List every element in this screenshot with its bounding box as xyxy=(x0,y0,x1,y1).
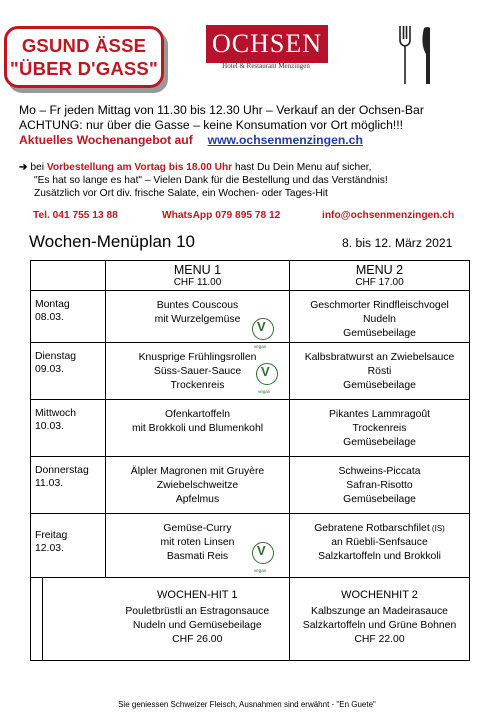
menu-1-dish xyxy=(106,400,290,457)
day-name: Montag xyxy=(35,299,70,310)
day-cell xyxy=(31,343,106,400)
day-date: 10.03. xyxy=(35,421,64,432)
dish-line: Schweins-Piccata xyxy=(338,466,421,477)
menu-1-dish xyxy=(106,514,290,578)
dish-line: Gemüsebeilage xyxy=(343,494,416,505)
dish-line: Zwiebelschweitze xyxy=(156,480,239,491)
vegan-mark: V xyxy=(261,364,270,379)
vegan-icon xyxy=(256,363,278,394)
arrow-icon: ➔ xyxy=(19,162,28,173)
header-empty-cell xyxy=(31,261,106,291)
dish-name: Gebratene Rotbarschfilet xyxy=(314,523,430,534)
dish-line: Rösti xyxy=(367,366,392,377)
email-address: info@ochsenmenzingen.ch xyxy=(322,210,455,221)
menu-2-price: CHF 17.00 xyxy=(355,276,404,288)
dish-line: Nudeln xyxy=(363,314,396,325)
origin-tag: (IS) xyxy=(429,524,445,533)
dish-line: Gemüsebeilage xyxy=(343,328,416,339)
dish-line: Kalbsbratwurst an Zwiebelsauce xyxy=(304,352,455,363)
hit-line: Nudeln und Gemüsebeilage xyxy=(132,620,262,631)
plan-dates: 8. bis 12. März 2021 xyxy=(342,236,453,250)
preorder-deadline: Vorbestellung am Vortag bis 18.00 Uhr xyxy=(46,162,233,173)
dish-line: Gemüsebeilage xyxy=(343,437,416,448)
dish-line: Safran-Risotto xyxy=(346,480,413,491)
stock-notice: "Es hat so lange es hat" – Vielen Dank für die Bestellung und das Verständnis! xyxy=(34,175,388,186)
menu-1-price: CHF 11.00 xyxy=(173,276,222,288)
dish-line: Ofenkartoffeln xyxy=(164,409,231,420)
hit-line: Pouletbrüstli an Estragonsauce xyxy=(125,606,270,617)
menu-1-name: MENU 1 xyxy=(173,262,222,277)
dish-line: Süss-Sauer-Sauce xyxy=(153,366,242,377)
menu-2-dish xyxy=(290,343,470,400)
day-name: Dienstag xyxy=(35,351,77,362)
vegan-icon xyxy=(252,318,274,349)
dish-line: Apfelmus xyxy=(175,494,220,505)
logo-subtitle: Hotel & Restaurant Menzingen xyxy=(222,62,310,70)
hit-price: CHF 26.00 xyxy=(172,634,223,645)
badge-line-2: "ÜBER D'GASS" xyxy=(10,58,158,79)
opening-hours: Mo – Fr jeden Mittag von 11.30 bis 12.30 Uhr – Verkauf an der Ochsen-Bar xyxy=(19,103,424,117)
plan-title: Wochen-Menüplan 10 xyxy=(29,232,196,251)
whatsapp-number: WhatsApp 079 895 78 12 xyxy=(162,210,281,221)
hit-price: CHF 22.00 xyxy=(354,634,405,645)
menu-2-header xyxy=(290,261,470,291)
logo-name: OCHSEN xyxy=(211,29,322,58)
extra-notice: Zusätzlich vor Ort div. frische Salate, ein Wochen- oder Tages-Hit xyxy=(34,188,328,199)
dish-line: mit roten Linsen xyxy=(160,537,235,548)
dish-line: Basmati Reis xyxy=(166,551,229,562)
hits-spacer-cell xyxy=(31,578,106,661)
day-date: 11.03. xyxy=(35,478,64,489)
dish-line: an Rüebli-Senfsauce xyxy=(331,537,428,548)
table-header-row xyxy=(31,261,470,291)
menu-2-dish xyxy=(290,514,470,578)
day-cell xyxy=(31,457,106,514)
weekly-offer-label: Aktuelles Wochenangebot auf xyxy=(19,133,193,147)
hit-line: Salzkartoffeln und Grüne Bohnen xyxy=(302,620,457,631)
gsund-aesse-badge xyxy=(4,26,164,88)
day-name: Donnerstag xyxy=(35,465,89,476)
menu-2-name: MENU 2 xyxy=(355,262,404,277)
preorder-a: bei xyxy=(30,162,47,173)
dish-line: Trockenreis xyxy=(352,423,407,434)
dish-line: Trockenreis xyxy=(170,380,225,391)
day-date: 09.03. xyxy=(35,364,64,375)
vegan-label: vegan xyxy=(258,389,271,394)
badge-line-1: GSUND ÄSSE xyxy=(21,35,147,56)
dish-line: mit Brokkoli und Blumenkohl xyxy=(131,423,264,434)
table-row xyxy=(31,291,470,343)
menu-1-header xyxy=(106,261,290,291)
menu-1-dish xyxy=(106,343,290,400)
hits-divider xyxy=(42,578,43,660)
menu-1-dish xyxy=(106,457,290,514)
phone-number: Tel. 041 755 13 88 xyxy=(33,210,118,221)
ochsen-logo xyxy=(206,25,328,63)
day-date: 08.03. xyxy=(35,312,64,323)
day-cell xyxy=(31,514,106,578)
dish-line: Geschmorter Rindfleischvogel xyxy=(310,300,449,311)
footer-note: Sie geniessen Schweizer Fleisch, Ausnahmen sind erwähnt - "En Guete" xyxy=(118,700,376,709)
vegan-mark: V xyxy=(257,319,266,334)
dish-line: Älpler Magronen mit Gruyère xyxy=(130,466,265,477)
day-date: 12.03. xyxy=(35,543,64,554)
dish-line: Salzkartoffeln und Brokkoli xyxy=(318,551,441,562)
weekly-hit-2 xyxy=(290,578,470,661)
weekly-hit-1 xyxy=(106,578,290,661)
hit-title: WOCHEN-HIT 1 xyxy=(157,589,238,601)
table-row xyxy=(31,457,470,514)
dish-line: mit Wurzelgemüse xyxy=(154,314,241,325)
notice-text: ACHTUNG: nur über die Gasse – keine Konsumation vor Ort möglich!!! xyxy=(19,118,404,132)
menu-table xyxy=(30,260,470,661)
menu-2-dish xyxy=(290,291,470,343)
dish-line: Pikantes Lammragoût xyxy=(328,409,431,420)
vegan-mark: V xyxy=(257,543,266,558)
preorder-c: hast Du Dein Menu auf sicher, xyxy=(232,162,372,173)
hit-title: WOCHENHIT 2 xyxy=(341,589,418,601)
vegan-label: vegan xyxy=(254,568,267,573)
day-name: Freitag xyxy=(35,530,68,541)
table-row xyxy=(31,400,470,457)
cutlery-icon xyxy=(396,24,438,86)
vegan-icon xyxy=(252,542,274,573)
website-link[interactable]: www.ochsenmenzingen.ch xyxy=(207,133,363,147)
day-cell xyxy=(31,400,106,457)
dish-line: Gemüsebeilage xyxy=(343,380,416,391)
weekly-offer-line xyxy=(19,133,363,147)
day-cell xyxy=(31,291,106,343)
menu-2-dish xyxy=(290,457,470,514)
day-name: Mittwoch xyxy=(35,408,76,419)
weekly-hits-row xyxy=(31,578,470,661)
dish-line xyxy=(290,522,469,536)
hit-line: Kalbszunge an Madeirasauce xyxy=(311,606,448,617)
dish-line: Knusprige Frühlingsrollen xyxy=(138,352,257,363)
vegan-label: vegan xyxy=(254,344,267,349)
dish-line: Buntes Couscous xyxy=(156,300,239,311)
table-row xyxy=(31,514,470,578)
menu-1-dish xyxy=(106,291,290,349)
dish-line: Gemüse-Curry xyxy=(163,523,232,534)
table-row xyxy=(31,343,470,400)
preorder-line xyxy=(19,162,371,173)
menu-2-dish xyxy=(290,400,470,457)
